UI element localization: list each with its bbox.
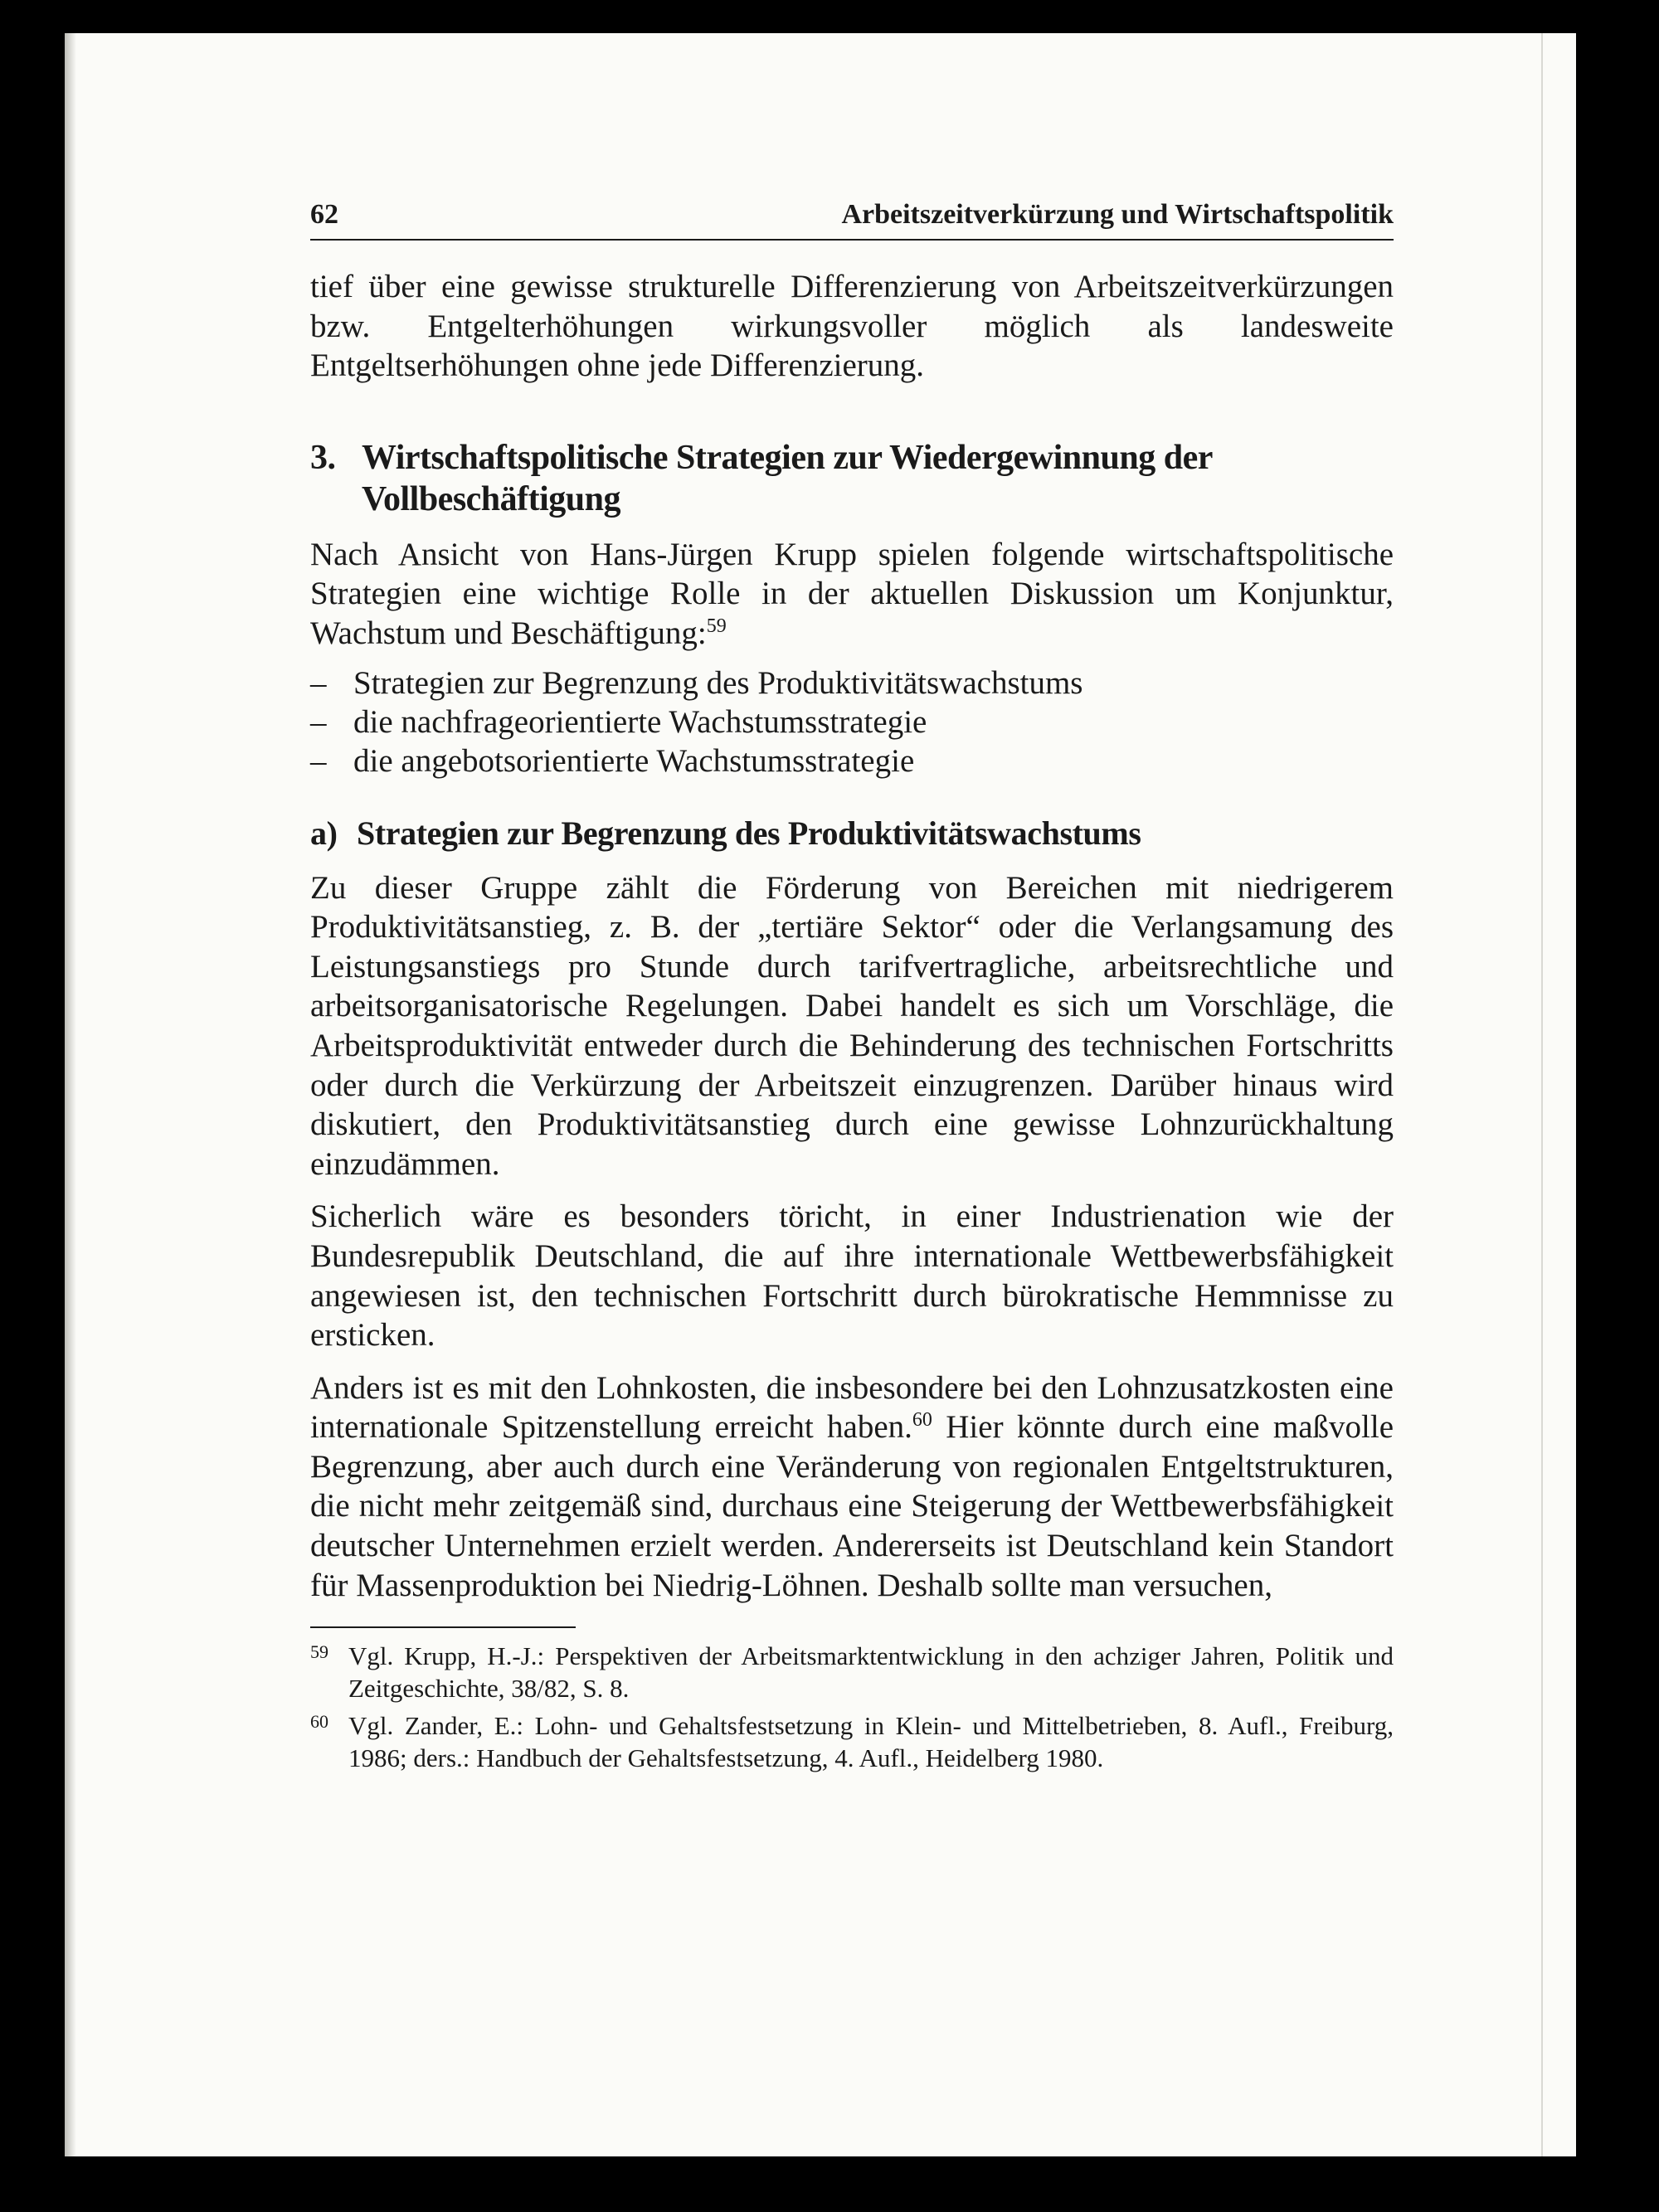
- subsection-paragraph-2: Sicherlich wäre es besonders töricht, in einer Industrienation wie der Bundesrepublik Deutschland, die auf ihre internationale Wettbewerbsfähigkeit angewiesen ist, den technischen Fortschritt durch bürokratische Hemmnisse zu ersticken.: [310, 1198, 1394, 1354]
- running-title: Arbeitszeitverkürzung und Wirtschaftspolitik: [841, 199, 1394, 230]
- page-number: 62: [310, 199, 338, 230]
- footnote-ref-59[interactable]: 59: [706, 615, 727, 637]
- section-intro-paragraph: [310, 535, 1394, 654]
- list-dash: –: [310, 664, 327, 701]
- list-dash: –: [310, 742, 327, 779]
- footnote-59: [310, 1640, 1394, 1704]
- section-intro-text: Nach Ansicht von Hans-Jürgen Krupp spielen folgende wirtschaftspolitische Strategien eine wichtige Rolle in der aktuellen Diskussion um Konjunktur, Wachstum und Beschäftigung:: [310, 536, 1394, 651]
- subsection-heading: [310, 814, 1394, 853]
- text-area: [310, 199, 1394, 1779]
- section-heading: [310, 437, 1394, 520]
- spine-shadow: [65, 33, 76, 2156]
- section-title: Wirtschaftspolitische Strategien zur Wiedergewinnung der Vollbeschäftigung: [362, 438, 1213, 518]
- list-dash: –: [310, 703, 327, 740]
- page-edge: [1541, 33, 1543, 2156]
- list-item-text: Strategien zur Begrenzung des Produktivitätswachstums: [353, 664, 1083, 701]
- subsection-paragraph-3: [310, 1369, 1394, 1606]
- subsection-title: Strategien zur Begrenzung des Produktivitätswachstums: [357, 814, 1141, 852]
- footnote-text: Vgl. Zander, E.: Lohn- und Gehaltsfestsetzung in Klein- und Mittelbetrieben, 8. Aufl., Freiburg, 1986; ders.: Handbuch der Gehaltsfestsetzung, 4. Aufl., Heidelberg 1980.: [348, 1711, 1394, 1773]
- section-number: 3.: [310, 438, 336, 477]
- running-header: [310, 199, 1394, 241]
- footnote-rule: [310, 1626, 576, 1628]
- paragraph-continuation: tief über eine gewisse strukturelle Differenzierung von Arbeitszeitverkürzungen bzw. Entgelterhöhungen wirkungsvoller möglich als landesweite Entgeltserhöhungen ohne jede Differenzierung.: [310, 269, 1394, 384]
- paragraph-3-text-a: Anders ist es mit den Lohnkosten, die insbesondere bei den Lohnzusatzkosten eine internationale Spitzenstellung erreicht haben.: [310, 1369, 1394, 1446]
- strategy-list: [310, 664, 1394, 780]
- subsection-letter: a): [310, 814, 338, 852]
- footnote-mark: 59: [310, 1641, 328, 1663]
- list-item-text: die angebotsorientierte Wachstumsstrategie: [353, 742, 915, 779]
- list-item: [310, 741, 1394, 780]
- paragraph-3-text-b: Hier könnte durch eine maßvolle Begrenzung, aber auch durch eine Veränderung von regionalen Entgeltstrukturen, die nicht mehr zeitgemäß sind, durchaus eine Steigerung der Wettbewerbsfähigkeit deutscher Unternehmen erzielt werden. Andererseits ist Deutschland kein Standort für Massenproduktion bei Niedrig-Löhnen. Deshalb sollte man versuchen,: [310, 1409, 1394, 1603]
- footnote-ref-60[interactable]: 60: [912, 1409, 932, 1432]
- footnote-mark: 60: [310, 1711, 328, 1733]
- list-item: [310, 702, 1394, 741]
- footnotes: [310, 1640, 1394, 1774]
- list-item: [310, 664, 1394, 702]
- list-item-text: die nachfrageorientierte Wachstumsstrategie: [353, 703, 927, 740]
- footnote-text: Vgl. Krupp, H.-J.: Perspektiven der Arbeitsmarktentwicklung in den achziger Jahren, Politik und Zeitgeschichte, 38/82, S. 8.: [348, 1641, 1394, 1704]
- subsection-paragraph-1: Zu dieser Gruppe zählt die Förderung von Bereichen mit niedrigerem Produktivitätsanstieg, z. B. der „tertiäre Sektor“ oder die Verlangsamung des Leistungsanstiegs pro Stunde durch tarifvertragliche, arbeitsrechtliche und arbeitsorganisatorische Regelungen. Dabei handelt es sich um Vorschläge, die Arbeitsproduktivität entweder durch die Behinderung des technischen Fortschritts oder durch die Verkürzung der Arbeitszeit einzugrenzen. Darüber hinaus wird diskutiert, den Produktivitätsanstieg durch eine gewisse Lohnzurückhaltung einzudämmen.: [310, 869, 1394, 1182]
- footnote-60: [310, 1709, 1394, 1774]
